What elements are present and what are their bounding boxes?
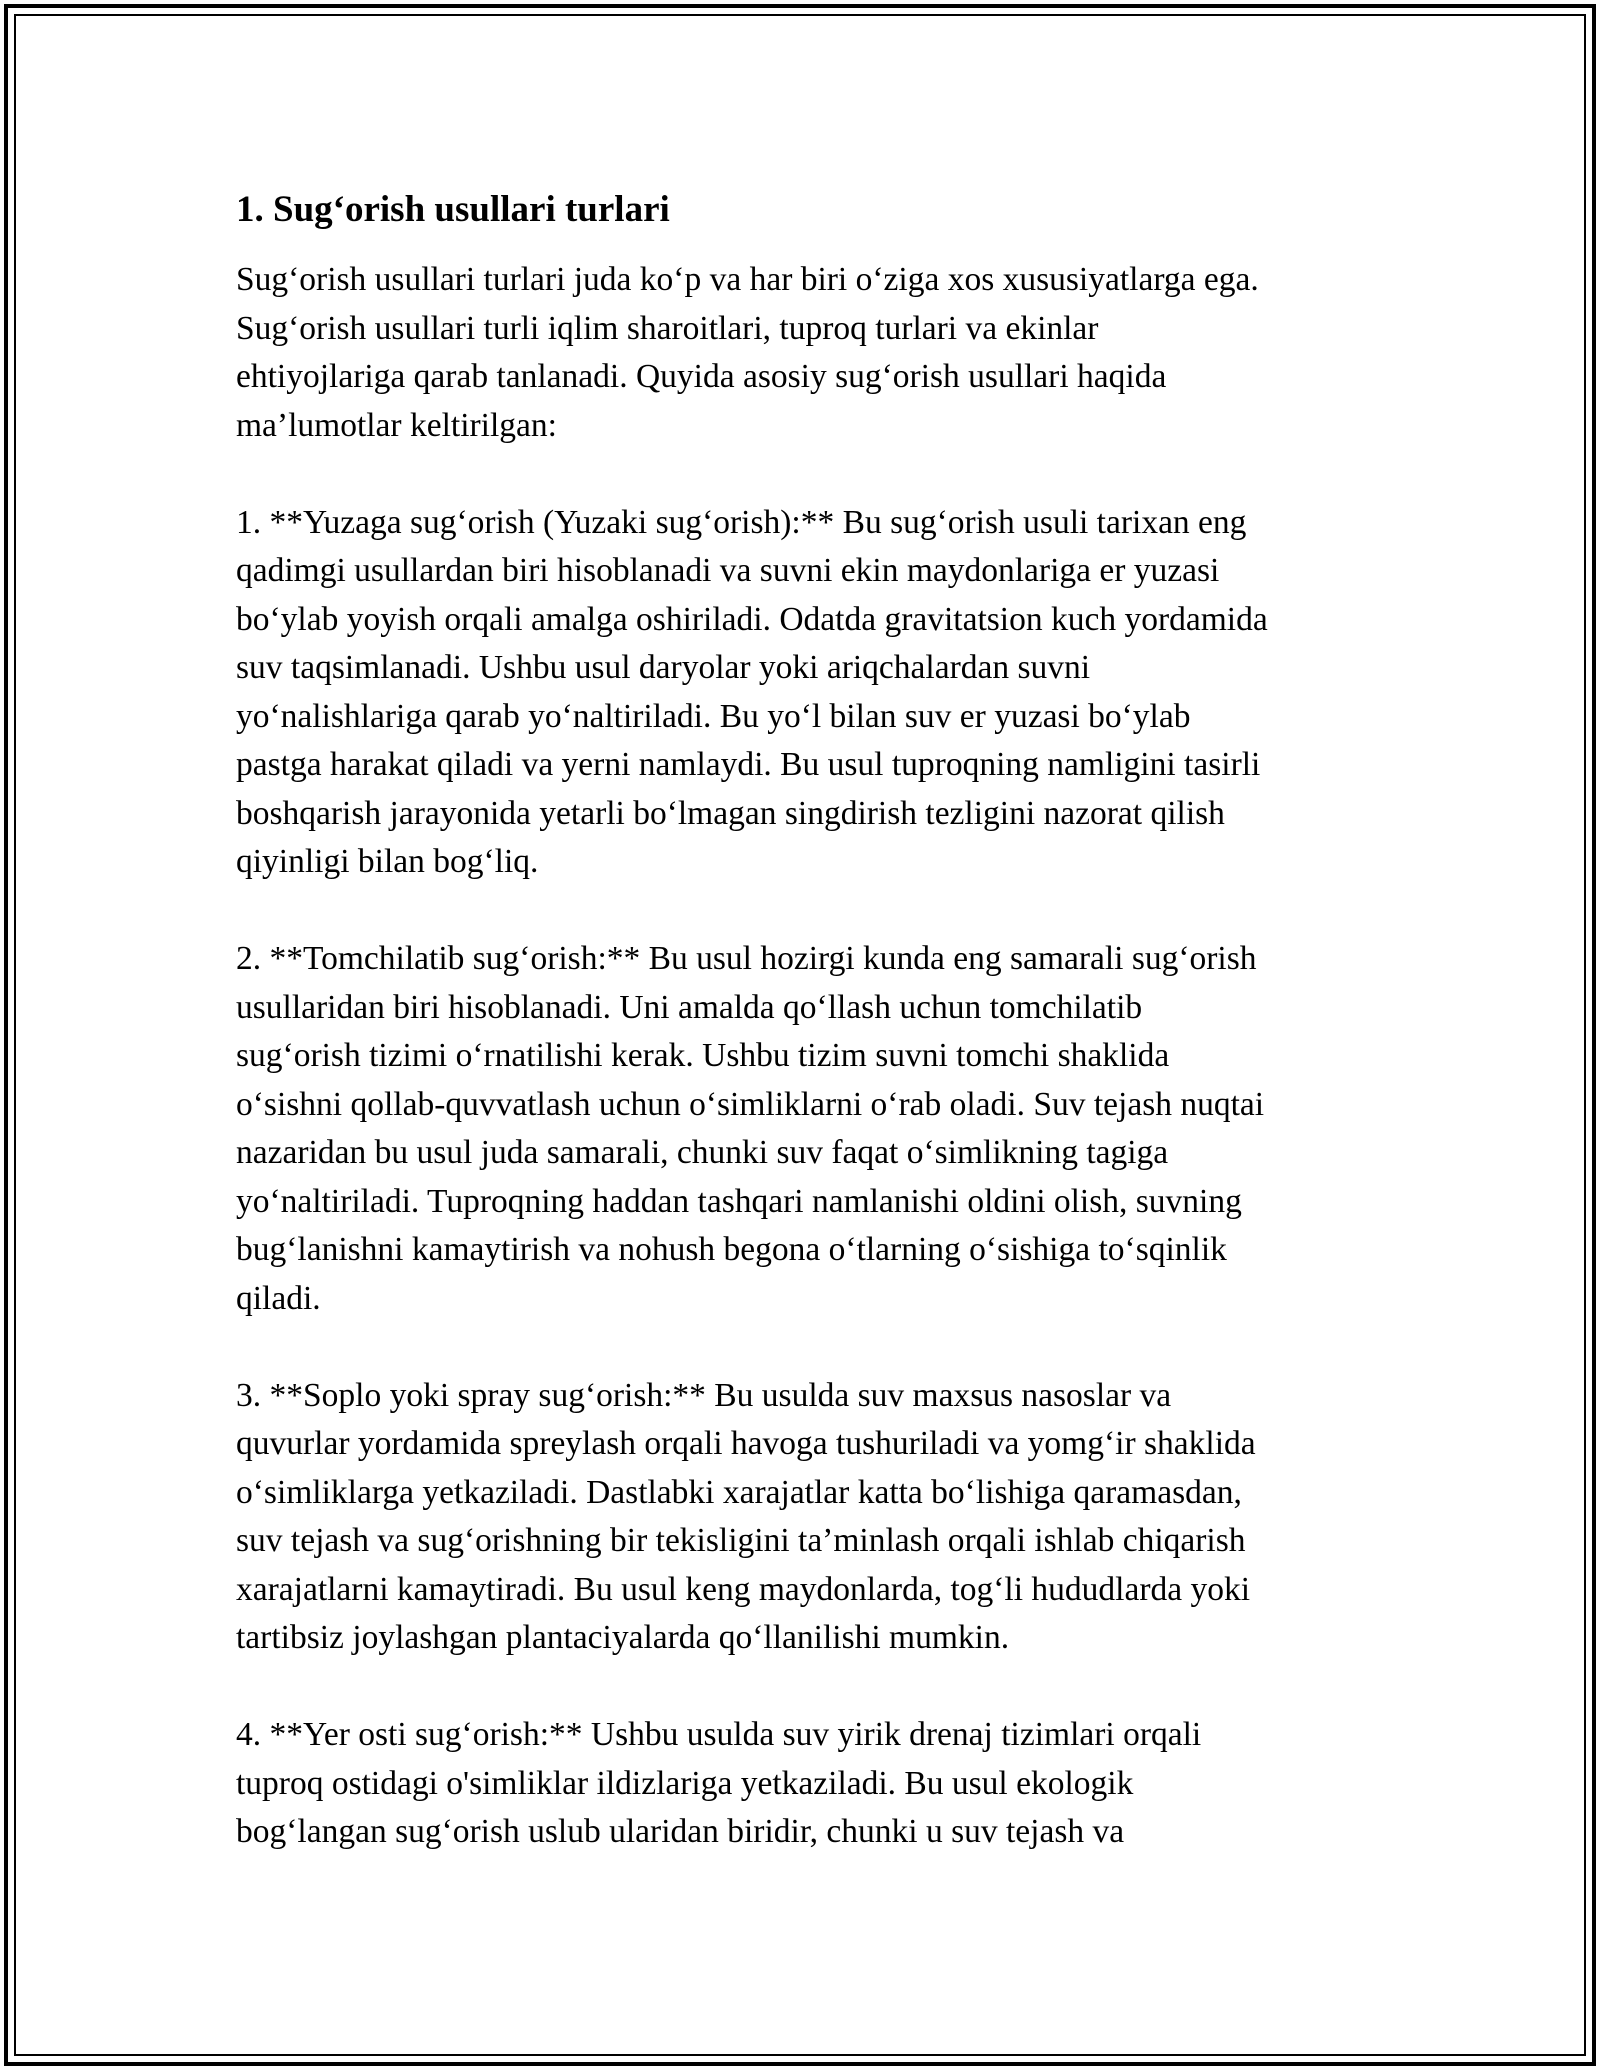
paragraph-drip-irrigation: 2. **Tomchilatib sug‘orish:** Bu usul hozirgi kunda eng samarali sug‘orish usullaridan biri hisoblanadi. Uni amalda qo‘llash uchun tomchilatib sug‘orish tizimi o‘rnatilishi kerak. Ushbu tizim suvni tomchi shaklida o‘sishni qollab-quvvatlash uchun o‘simliklarni o‘rab oladi. Suv tejash nuqtai nazaridan bu usul juda samarali, chunki suv faqat o‘simlikning tagiga yo‘naltiriladi. Tuproqning haddan tashqari namlanishi oldini olish, suvning bug‘lanishni kamaytirish va nohush begona o‘tlarning o‘sishiga to‘sqinlik qiladi. — [236, 940, 1265, 1317]
intro-paragraph: Sug‘orish usullari turlari juda ko‘p va har biri o‘ziga xos xususiyatlarga ega. Sug‘orish usullari turli iqlim sharoitlari, tuproq turlari va ekinlar ehtiyojlariga qarab tanlanadi. Quyida asosiy sug‘orish usullari haqida ma’lumotlar keltirilgan: — [236, 261, 1259, 444]
paragraph-subsurface-irrigation: 4. **Yer osti sug‘orish:** Ushbu usulda suv yirik drenaj tizimlari orqali tuproq ostidagi o'simliklar ildizlariga yetkaziladi. Bu usul ekologik bog‘langan sug‘orish uslub ularidan biridir, chunki u suv tejash va — [236, 1716, 1202, 1850]
paragraph-spray-irrigation: 3. **Soplo yoki spray sug‘orish:** Bu usulda suv maxsus nasoslar va quvurlar yordamida spreylash orqali havoga tushuriladi va yomg‘ir shaklida o‘simliklarga yetkaziladi. Dastlabki xarajatlar katta bo‘lishiga qaramasdan, suv tejash va sug‘orishning bir tekisligini ta’minlash orqali ishlab chiqarish xarajatlarni kamaytiradi. Bu usul keng maydonlarda, tog‘li hududlarda yoki tartibsiz joylashgan plantaciyalarda qo‘llanilishi mumkin. — [236, 1376, 1256, 1656]
paragraph-surface-irrigation: 1. **Yuzaga sug‘orish (Yuzaki sug‘orish):** Bu sug‘orish usuli tarixan eng qadimgi usullardan biri hisoblanadi va suvni ekin maydonlariga er yuzasi bo‘ylab yoyish orqali amalga oshiriladi. Odatda gravitatsion kuch yordamida suv taqsimlanadi. Ushbu usul daryolar yoki ariqchalardan suvni yo‘nalishlariga qarab yo‘naltiriladi. Bu yo‘l bilan suv er yuzasi bo‘ylab pastga harakat qiladi va yerni namlaydi. Bu usul tuproqning namligini tasirli boshqarish jarayonida yetarli bo‘lmagan singdirish tezligini nazorat qilish qiyinligi bilan bog‘liq. — [236, 503, 1268, 880]
section-heading: 1. Sug‘orish usullari turlari — [236, 189, 670, 230]
document-body — [236, 186, 1376, 1905]
